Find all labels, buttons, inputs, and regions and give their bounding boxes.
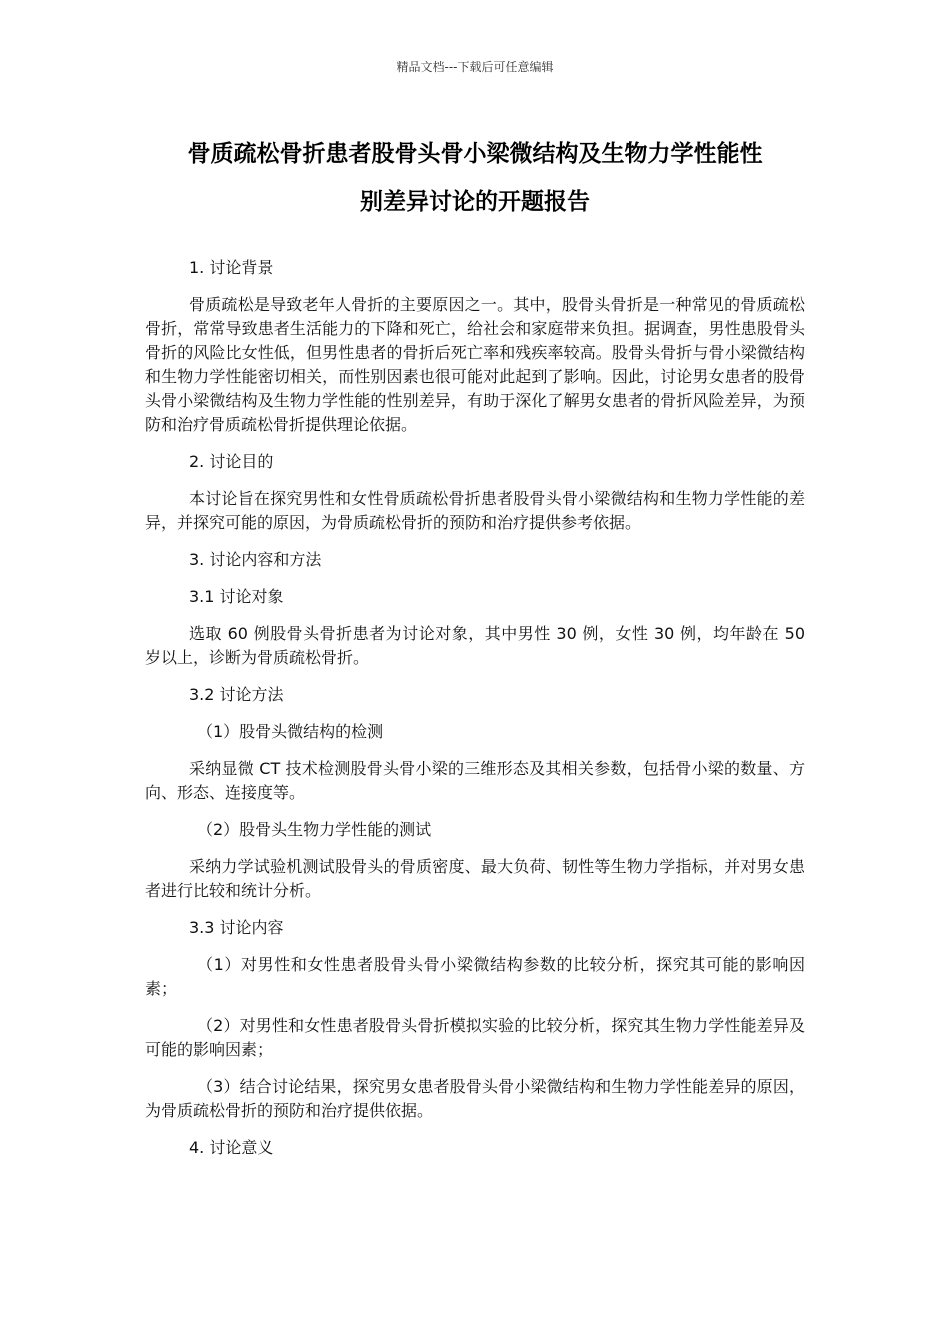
method-item-2-heading: （2）股骨头生物力学性能的测试 [197,820,432,839]
background-paragraph: 骨质疏松是导致老年人骨折的主要原因之一。其中，股骨头骨折是一种常见的骨质疏松骨折，常常导致患者生活能力的下降和死亡，给社会和家庭带来负担。据调查，男性患股骨头骨折的风险比女性低，但男性患者的骨折后死亡率和残疾率较高。股骨头骨折与骨小梁微结构和生物力学性能密切相关，而性别因素也很可能对此起到了影响。因此，讨论男女患者的股骨头骨小梁微结构及生物力学性能的性别差异，有助于深化了解男女患者的骨折风险差异，为预防和治疗骨质疏松骨折提供理论依据。 [145,295,805,434]
section-heading-1: 1. 讨论背景 [189,258,274,277]
purpose-paragraph: 本讨论旨在探究男性和女性骨质疏松骨折患者股骨头骨小梁微结构和生物力学性能的差异，并探究可能的原因，为骨质疏松骨折的预防和治疗提供参考依据。 [145,489,805,532]
subsection-heading-3-2: 3.2 讨论方法 [189,685,284,704]
page-header: 精品文档---下载后可任意编辑 [396,60,554,74]
section-heading-4: 4. 讨论意义 [189,1138,274,1157]
section-heading-3: 3. 讨论内容和方法 [189,550,322,569]
subsection-heading-3-1: 3.1 讨论对象 [189,587,284,606]
subjects-paragraph: 选取 60 例股骨头骨折患者为讨论对象，其中男性 30 例，女性 30 例，均年龄在 50 岁以上，诊断为骨质疏松骨折。 [145,624,805,667]
document-title [140,130,810,226]
title-line-1: 骨质疏松骨折患者股骨头骨小梁微结构及生物力学性能性 [187,141,763,167]
method-item-1-paragraph: 采纳显微 CT 技术检测股骨头骨小梁的三维形态及其相关参数，包括骨小梁的数量、方向、形态、连接度等。 [145,759,805,802]
content-item-3: （3）结合讨论结果，探究男女患者股骨头骨小梁微结构和生物力学性能差异的原因，为骨质疏松骨折的预防和治疗提供依据。 [145,1077,805,1120]
subsection-heading-3-3: 3.3 讨论内容 [189,918,284,937]
method-item-2-paragraph: 采纳力学试验机测试股骨头的骨质密度、最大负荷、韧性等生物力学指标，并对男女患者进行比较和统计分析。 [145,857,805,900]
content-item-2: （2）对男性和女性患者股骨头骨折模拟实验的比较分析，探究其生物力学性能差异及可能的影响因素； [145,1016,805,1059]
document-body [145,256,805,1173]
section-heading-2: 2. 讨论目的 [189,452,274,471]
title-line-2: 别差异讨论的开题报告 [360,189,590,215]
content-item-1: （1）对男性和女性患者股骨头骨小梁微结构参数的比较分析，探究其可能的影响因素； [145,955,805,998]
method-item-1-heading: （1）股骨头微结构的检测 [197,722,384,741]
